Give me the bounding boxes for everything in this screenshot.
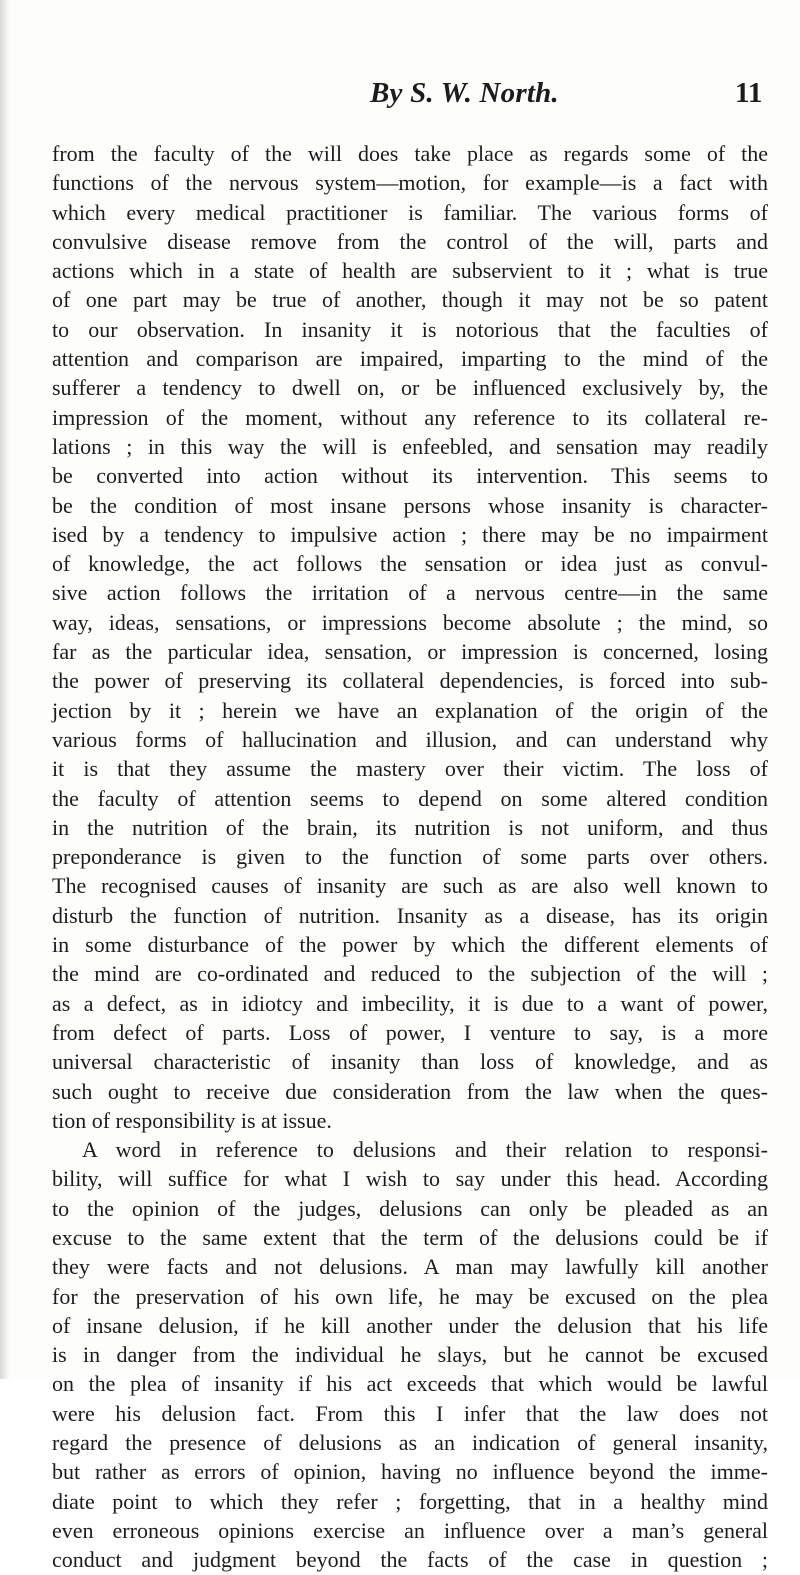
text-line: jection by it ; herein we have an explanation of the origin of the <box>52 697 768 723</box>
text-line: from the faculty of the will does take place as regards some of the <box>52 141 768 166</box>
text-line: various forms of hallucination and illusion, and can understand why <box>52 726 768 752</box>
text-line: from defect of parts. Loss of power, I venture to say, is a more <box>52 1019 768 1045</box>
text-line: even erroneous opinions exercise an influence over a man’s general <box>52 1517 768 1543</box>
text-line: disturb the function of nutrition. Insanity as a disease, has its origin <box>52 902 768 928</box>
text-line: functions of the nervous system—motion, for example—is a fact with <box>52 170 768 196</box>
text-line: for the preservation of his own life, he may be excused on the plea <box>52 1283 768 1309</box>
text-line: tion of responsibility is at issue. <box>52 1107 332 1133</box>
running-title: By S. W. North. <box>370 77 559 109</box>
running-head <box>0 77 800 113</box>
text-line: of insane delusion, if he kill another under the delusion that his life <box>52 1312 768 1338</box>
text-line: the faculty of attention seems to depend on some altered condition <box>52 785 768 811</box>
text-line: sive action follows the irritation of a nervous centre—in the same <box>52 580 768 606</box>
text-line: actions which in a state of health are subservient to it ; what is true <box>52 258 768 284</box>
text-line: conduct and judgment beyond the facts of the case in question ; <box>52 1547 768 1573</box>
text-line: be the condition of most insane persons whose insanity is character- <box>52 492 768 518</box>
text-line: convulsive disease remove from the control of the will, parts and <box>52 228 768 254</box>
text-line: the power of preserving its collateral dependencies, is forced into sub- <box>52 668 768 694</box>
text-line: ised by a tendency to impulsive action ; there may be no impairment <box>52 521 768 547</box>
text-line: but rather as errors of opinion, having no influence beyond the imme- <box>52 1459 768 1485</box>
text-line: A word in reference to delusions and their relation to responsi- <box>82 1137 768 1163</box>
text-line: on the plea of insanity if his act exceeds that which would be lawful <box>52 1371 768 1397</box>
text-line: as a defect, as in idiotcy and imbecility, it is due to a want of power, <box>52 990 768 1016</box>
text-line: bility, will suffice for what I wish to say under this head. According <box>52 1166 768 1192</box>
gutter-shadow <box>0 0 10 1379</box>
text-line: be converted into action without its intervention. This seems to <box>52 463 768 489</box>
text-line: in some disturbance of the power by which the different elements of <box>52 932 768 958</box>
text-line: they were facts and not delusions. A man may lawfully kill another <box>52 1254 768 1280</box>
text-line: excuse to the same extent that the term of the delusions could be if <box>52 1224 768 1250</box>
text-line: of one part may be true of another, though it may not be so patent <box>52 287 768 313</box>
text-line: were his delusion fact. From this I infer that the law does not <box>52 1400 768 1426</box>
text-line: The recognised causes of insanity are such as are also well known to <box>52 873 768 899</box>
text-line: is in danger from the individual he slays, but he cannot be excused <box>52 1342 768 1368</box>
text-line: impression of the moment, without any reference to its collateral re- <box>52 404 768 430</box>
text-line: in the nutrition of the brain, its nutrition is not uniform, and thus <box>52 814 768 840</box>
text-line: of knowledge, the act follows the sensation or idea just as convul- <box>52 551 768 577</box>
text-line: universal characteristic of insanity than loss of knowledge, and as <box>52 1049 768 1075</box>
text-line: preponderance is given to the function of some parts over others. <box>52 844 768 870</box>
text-line: lations ; in this way the will is enfeebled, and sensation may readily <box>52 433 768 459</box>
body-text <box>52 139 768 1575</box>
text-line: attention and comparison are impaired, imparting to the mind of the <box>52 346 768 372</box>
text-line: diate point to which they refer ; forgetting, that in a healthy mind <box>52 1488 768 1514</box>
text-line: such ought to receive due consideration from the law when the ques- <box>52 1078 768 1104</box>
text-line: regard the presence of delusions as an indication of general insanity, <box>52 1430 768 1456</box>
text-line: the mind are co-ordinated and reduced to the subjection of the will ; <box>52 961 768 987</box>
page-number: 11 <box>735 77 763 109</box>
text-line: which every medical practitioner is familiar. The various forms of <box>52 199 768 225</box>
text-line: way, ideas, sensations, or impressions become absolute ; the mind, so <box>52 609 768 635</box>
text-line: to the opinion of the judges, delusions can only be pleaded as an <box>52 1195 768 1221</box>
text-line: sufferer a tendency to dwell on, or be influenced exclusively by, the <box>52 375 768 401</box>
text-line: to our observation. In insanity it is notorious that the faculties of <box>52 316 768 342</box>
text-line: it is that they assume the mastery over their victim. The loss of <box>52 756 768 782</box>
text-line: far as the particular idea, sensation, or impression is concerned, losing <box>52 639 768 665</box>
